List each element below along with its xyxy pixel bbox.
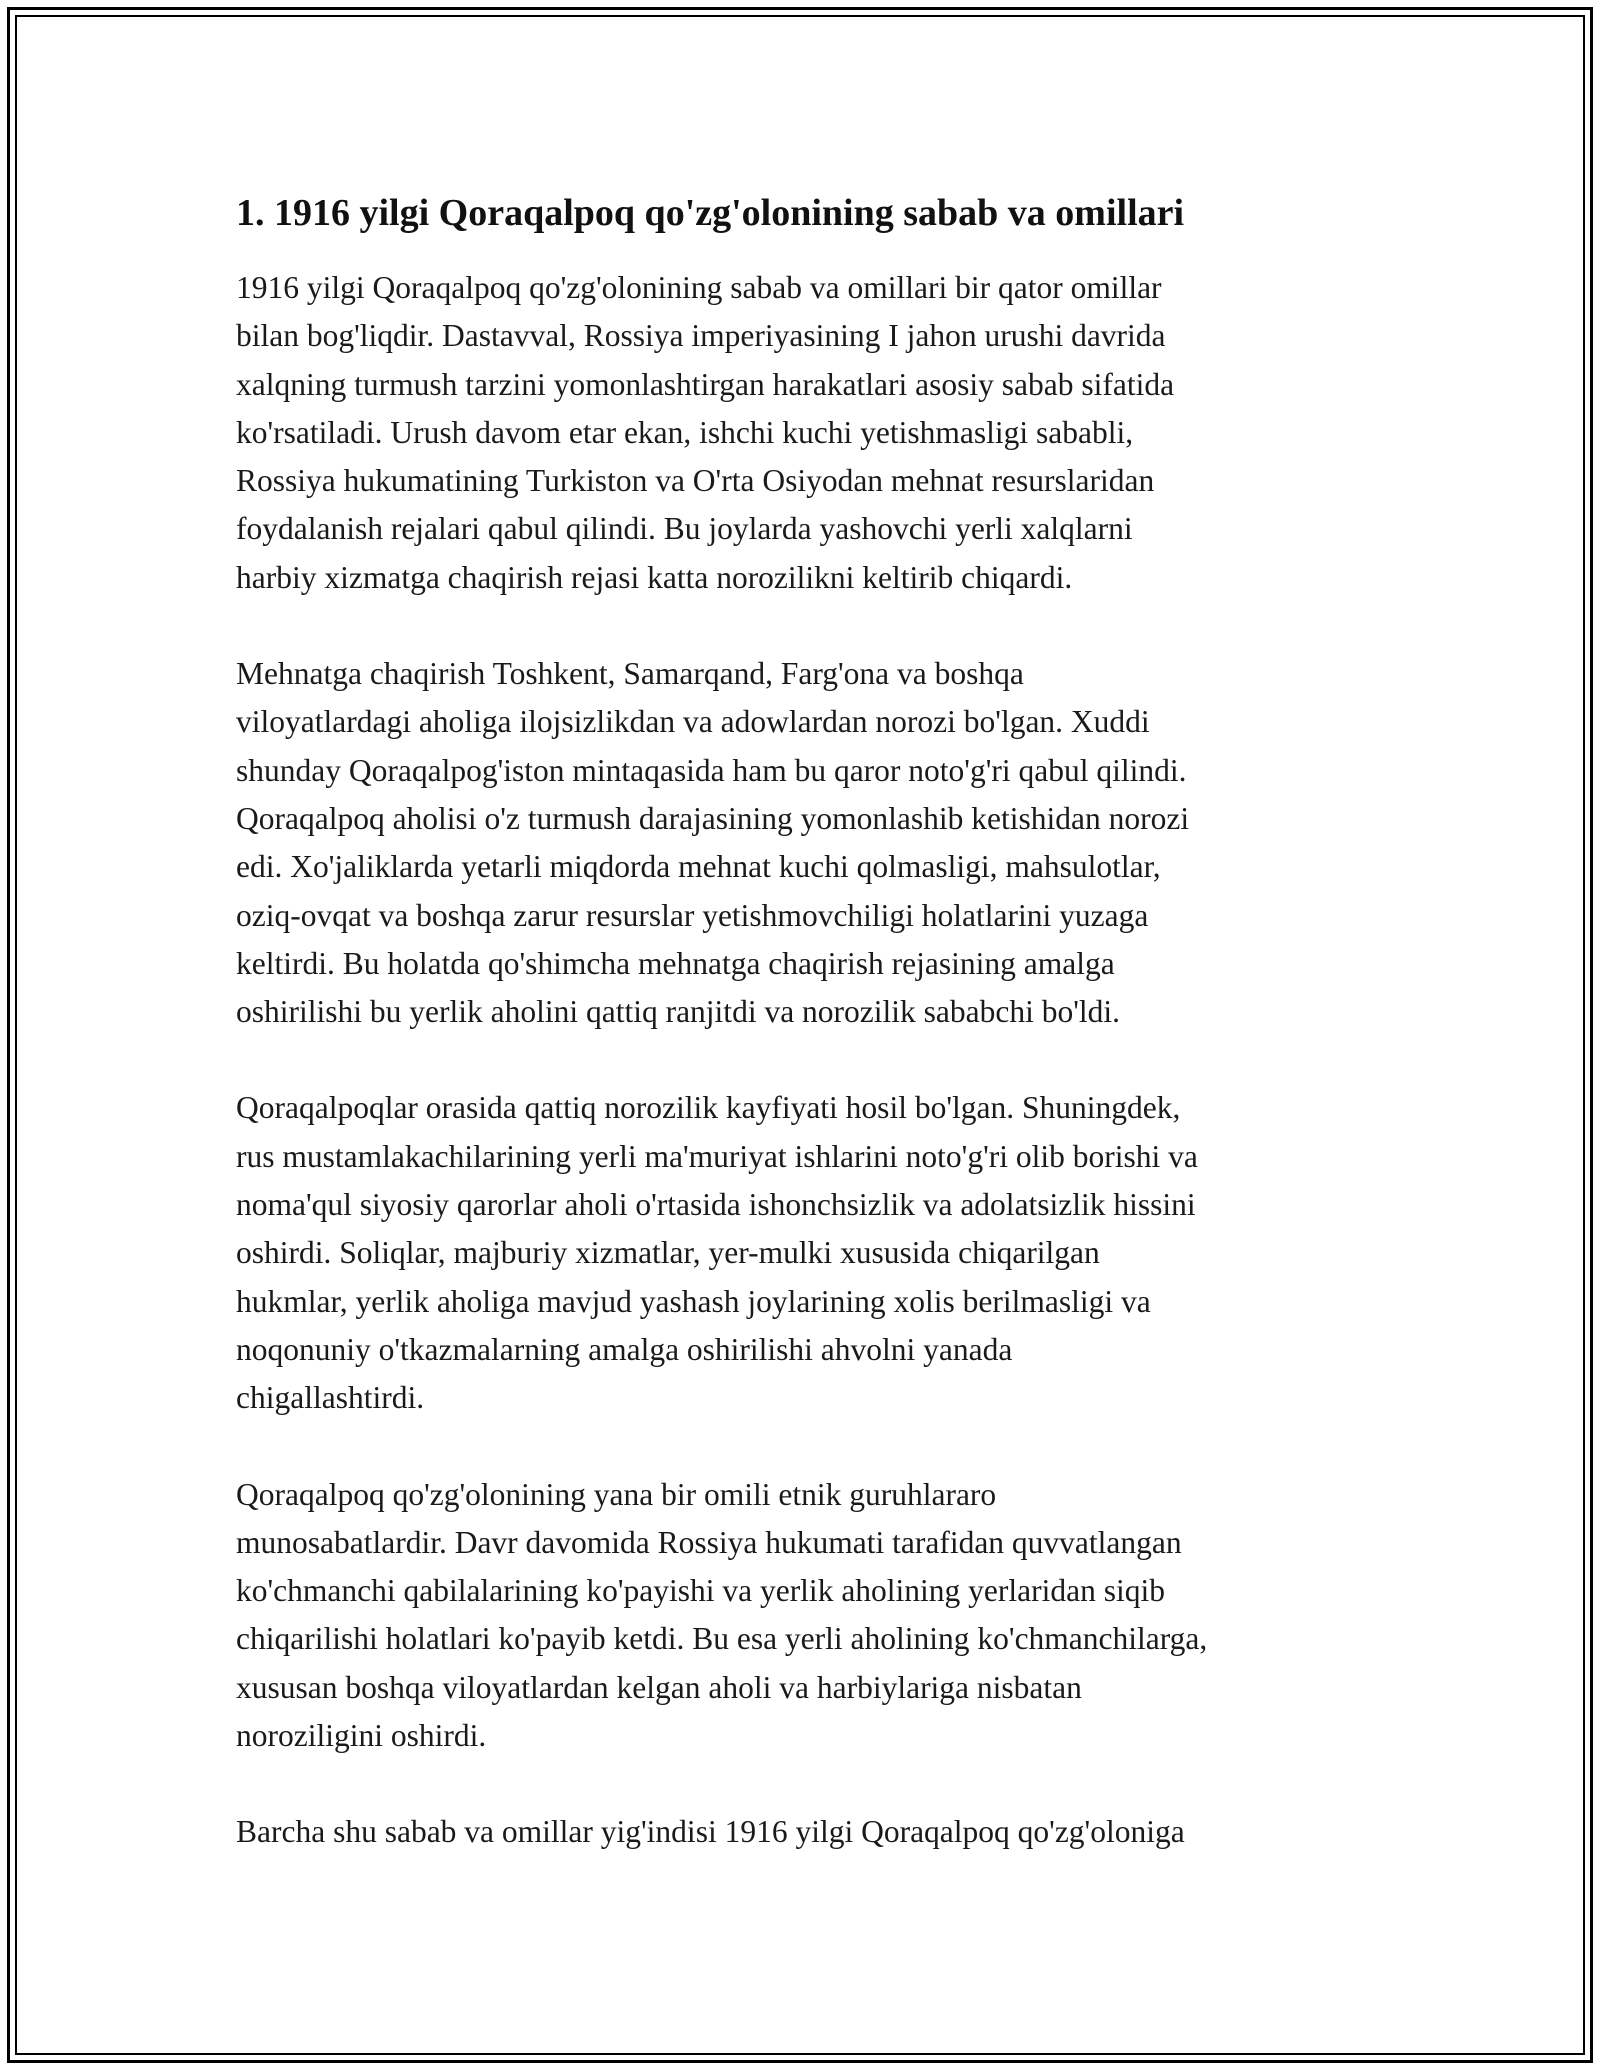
- paragraph-labor-conscription: Mehnatga chaqirish Toshkent, Samarqand, Farg'ona va boshqa viloyatlardagi aholiga ilojsizlikdan va adowlardan norozi bo'lgan. Xuddi shunday Qoraqalpog'iston mintaqasida ham bu qaror noto'g'ri qabul qilindi. Qoraqalpoq aholisi o'z turmush darajasining yomonlashib ketishidan norozi edi. Xo'jaliklarda yetarli miqdorda mehnat kuchi qolmasligi, mahsulotlar, oziq-ovqat va boshqa zarur resurslar yetishmovchiligi holatlarini yuzaga keltirdi. Bu holatda qo'shimcha mehnatga chaqirish rejasining amalga oshirilishi bu yerlik aholini qattiq ranjitdi va norozilik sababchi bo'ldi.: [236, 656, 1190, 1030]
- paragraph-administration-discontent: Qoraqalpoqlar orasida qattiq norozilik kayfiyati hosil bo'lgan. Shuningdek, rus mustamlakachilarining yerli ma'muriyat ishlarini noto'g'ri olib borishi va noma'qul siyosiy qarorlar aholi o'rtasida ishonchsizlik va adolatsizlik hissini oshirdi. Soliqlar, majburiy xizmatlar, yer-mulki xususida chiqarilgan hukmlar, yerlik aholiga mavjud yashash joylarining xolis berilmasligi va noqonuniy o'tkazmalarning amalga oshirilishi ahvolni yanada chigallashtirdi.: [236, 1090, 1198, 1416]
- paragraph-conclusion-start: Barcha shu sabab va omillar yig'indisi 1916 yilgi Qoraqalpoq qo'zg'oloniga: [236, 1814, 1185, 1850]
- document-body: [236, 186, 1386, 1857]
- section-heading: 1. 1916 yilgi Qoraqalpoq qo'zg'olonining sabab va omillari: [236, 192, 1185, 234]
- paragraph-ethnic-relations: Qoraqalpoq qo'zg'olonining yana bir omili etnik guruhlararo munosabatlardir. Davr davomida Rossiya hukumati tarafidan quvvatlangan ko'chmanchi qabilalarining ko'payishi va yerlik aholining yerlaridan siqib chiqarilishi holatlari ko'payib ketdi. Bu esa yerli aholining ko'chmanchilarga, xususan boshqa viloyatlardan kelgan aholi va harbiylariga nisbatan noroziligini oshirdi.: [236, 1476, 1208, 1754]
- paragraph-causes-intro: 1916 yilgi Qoraqalpoq qo'zg'olonining sabab va omillari bir qator omillar bilan bog'liqdir. Dastavval, Rossiya imperiyasining I jahon urushi davrida xalqning turmush tarzini yomonlashtirgan harakatlari asosiy sabab sifatida ko'rsatiladi. Urush davom etar ekan, ishchi kuchi yetishmasligi sababli, Rossiya hukumatining Turkiston va O'rta Osiyodan mehnat resurslaridan foydalanish rejalari qabul qilindi. Bu joylarda yashovchi yerli xalqlarni harbiy xizmatga chaqirish rejasi katta norozilikni keltirib chiqardi.: [236, 270, 1175, 595]
